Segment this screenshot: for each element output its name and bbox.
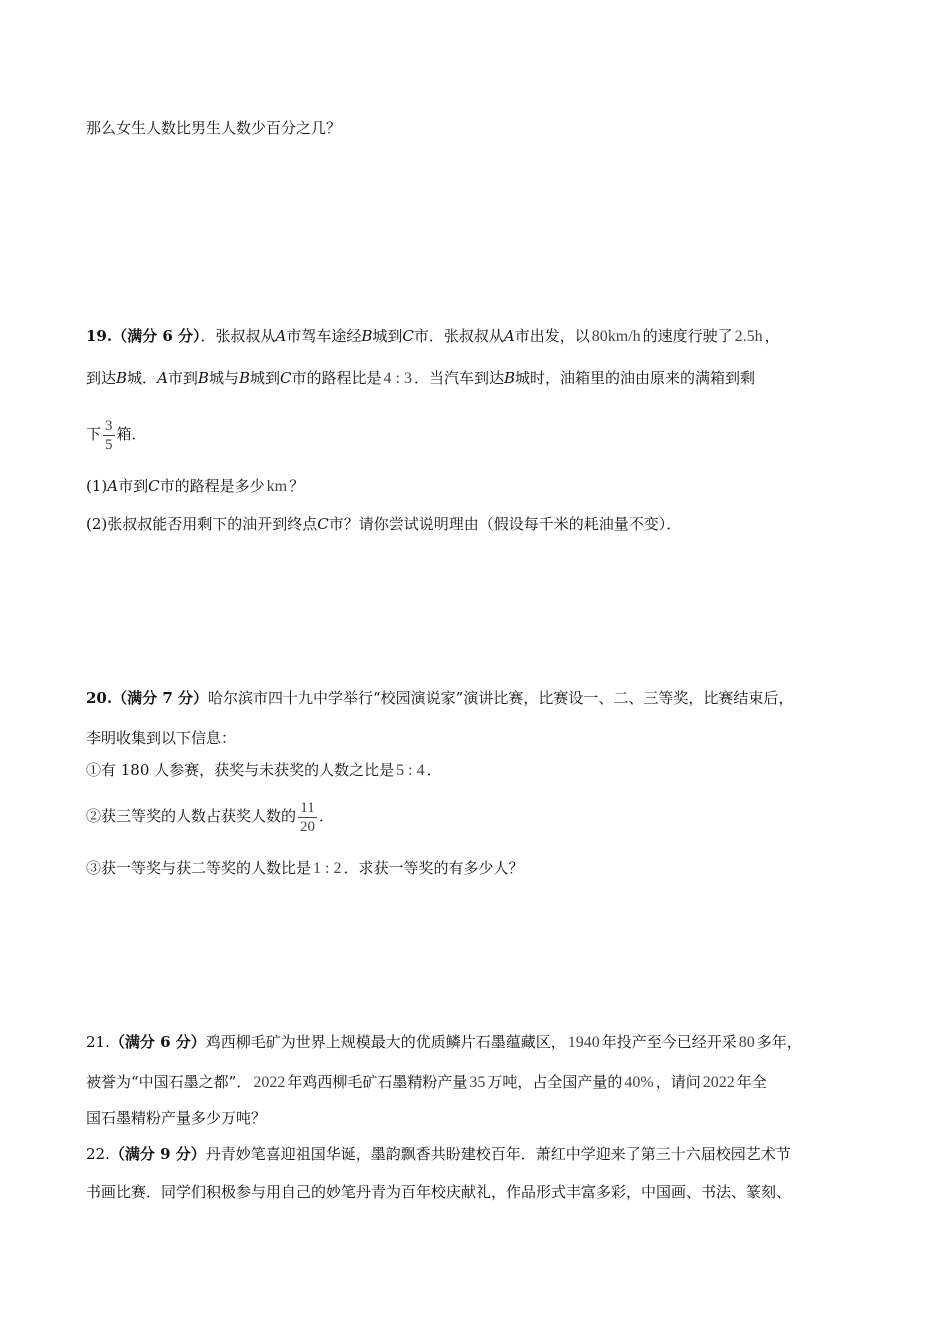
text: 城．: [127, 369, 158, 387]
q21-line1: [86, 1030, 802, 1055]
text: ，: [764, 327, 780, 345]
text: 市的路程是多少: [159, 477, 265, 495]
text: ．当汽车到达: [413, 369, 504, 387]
question-number: 21.: [86, 1033, 110, 1051]
var-c: C: [148, 477, 160, 495]
ratio-value: 4 : 3: [383, 370, 412, 387]
q19-heading: 19.（满分 6 分）: [86, 327, 201, 345]
q19-sub2: [86, 512, 681, 536]
time-value: 2.5h: [734, 328, 763, 345]
text: 年全: [736, 1073, 767, 1091]
fraction-numerator: 3: [105, 417, 113, 434]
text: 市的路程比是: [291, 369, 382, 387]
text: 箱．: [116, 425, 147, 443]
ratio-value: 5 : 4: [396, 762, 425, 779]
q21-heading: （满分 6 分）: [109, 1033, 206, 1051]
var-a: A: [107, 477, 119, 495]
text: 的速度行驶了: [642, 327, 733, 345]
text: 张叔叔能否用剩下的油开到终点: [107, 515, 318, 533]
ratio-value: 1 : 2: [313, 860, 342, 877]
q20-line2: 李明收集到以下信息：: [86, 729, 237, 747]
text: 市？请你尝试说明理由（假设每千米的耗油量不变）．: [328, 515, 682, 533]
amount-value: 35: [469, 1074, 486, 1091]
unit: km: [266, 478, 288, 495]
q21-line2: [86, 1070, 767, 1095]
sub-label: (1): [86, 477, 108, 495]
var-a: A: [503, 327, 515, 345]
text: ．张叔叔从: [200, 327, 276, 345]
text: ．: [426, 761, 442, 779]
q19-line3: [86, 414, 147, 454]
var-c: C: [402, 327, 414, 345]
text: 市出发，以: [514, 327, 590, 345]
text: ①有 180 人参赛，获奖与未获奖的人数之比是: [86, 761, 395, 779]
q19-line1: [86, 324, 780, 349]
text: 城到: [372, 327, 403, 345]
text: ，请问: [655, 1073, 701, 1091]
text: 万吨，占全国产量的: [487, 1073, 623, 1091]
text: 市．张叔叔从: [413, 327, 504, 345]
text: 市驾车途经: [286, 327, 362, 345]
q22-line1: [86, 1142, 791, 1166]
text: ？: [289, 477, 305, 495]
text: ．: [319, 807, 335, 825]
text: ．求获一等奖的有多少人？: [343, 859, 524, 877]
years-value: 80: [738, 1034, 755, 1051]
text: 鸡西柳毛矿为世界上规模最大的优质鳞片石墨蕴藏区，: [205, 1033, 566, 1051]
var-b: B: [197, 369, 209, 387]
fraction-denominator: 5: [105, 436, 113, 453]
text: 到达: [86, 369, 117, 387]
sub-label: (2): [86, 515, 108, 533]
text: 年投产至今已经开采: [601, 1033, 737, 1051]
q19-line2: [86, 366, 755, 391]
fraction: [103, 417, 115, 454]
text: 多年，: [756, 1033, 802, 1051]
text: 被誉为“中国石墨之都”．: [86, 1073, 252, 1091]
var-b: B: [238, 369, 250, 387]
fraction: [298, 799, 317, 836]
q20-line1: [86, 686, 793, 710]
text: 城到: [250, 369, 281, 387]
text: 市到: [118, 477, 149, 495]
q21-line3: 国石墨精粉产量多少万吨？: [86, 1109, 267, 1127]
text: ③获一等奖与获二等奖的人数比是: [86, 859, 312, 877]
text: ②获三等奖的人数占获奖人数的: [86, 807, 297, 825]
var-c: C: [317, 515, 329, 533]
speed-value: 80km/h: [591, 328, 641, 345]
q22-line2: 书画比赛．同学们积极参与用自己的妙笔丹青为百年校庆献礼，作品形式丰富多彩，中国画、书法、篆刻、: [86, 1183, 792, 1201]
var-b: B: [361, 327, 373, 345]
year-value: 1940: [567, 1034, 600, 1051]
text: 丹青妙笔喜迎祖国华诞，墨韵飘香共盼建校百年．萧红中学迎来了第三十六届校园艺术节: [205, 1145, 791, 1163]
year-value: 2022: [702, 1074, 735, 1091]
text: 下: [86, 425, 102, 443]
var-b: B: [503, 369, 516, 387]
text: 市到: [167, 369, 198, 387]
var-a: A: [275, 327, 287, 345]
text: 哈尔滨市四十九中学举行“校园演说家”演讲比赛，比赛设一、二、三等奖，比赛结束后，: [207, 689, 794, 707]
year-value: 2022: [253, 1074, 286, 1091]
intro-line: 那么女生人数比男生人数少百分之几？: [86, 119, 342, 137]
fraction-numerator: 11: [298, 799, 317, 818]
q22-heading: （满分 9 分）: [109, 1145, 206, 1163]
percent-value: 40%: [624, 1074, 654, 1091]
q20-item1: [86, 758, 442, 783]
q20-item3: [86, 856, 523, 881]
q19-sub1: [86, 474, 304, 499]
var-c: C: [280, 369, 292, 387]
text: 年鸡西柳毛矿石墨精粉产量: [287, 1073, 468, 1091]
q20-item2: [86, 796, 334, 836]
question-number: 22.: [86, 1145, 110, 1163]
var-b: B: [116, 369, 128, 387]
var-a: A: [157, 369, 168, 387]
text: 城时，油箱里的油由原来的满箱到剩: [515, 369, 756, 387]
q20-heading: 20.（满分 7 分）: [86, 689, 208, 707]
text: 城与: [208, 369, 239, 387]
fraction-denominator: 20: [300, 818, 316, 835]
